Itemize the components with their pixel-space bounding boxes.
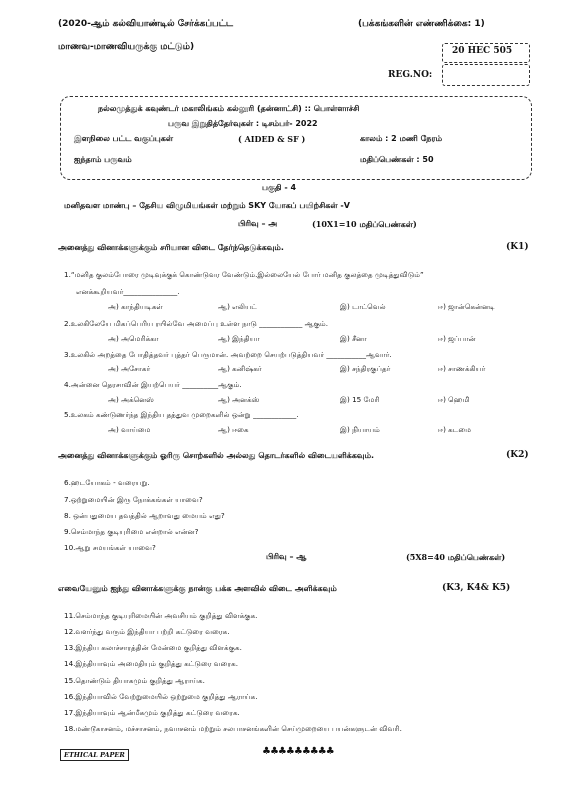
q4-option-b: ஆ) அனக்ஸ்: [218, 395, 260, 404]
k3-k5-label: (K3, K4& K5): [442, 583, 511, 593]
course-code: 20 HEC 505: [452, 46, 513, 56]
question-11: 11.செம்மாந்த குடியுரிமையின் அவசியம் குறித்து விளக்குக.: [64, 611, 258, 620]
question-8: 8. ஒன்பதுமைய தவத்தில் ஆறாவது மையம் எது?: [64, 511, 225, 520]
section-a-instruction-2: அனைத்து வினாக்களுக்கும் ஓரிரு சொற்களில் அல்லது தொடர்களில் விடையளிக்கவும்.: [58, 451, 375, 460]
q4-option-c: இ) 15 மேரி: [340, 395, 380, 404]
question-18: 18.மண்டூகாசனம், மச்சாசனம், நவாசனம் மற்றும் சலபாசனங்களின் செய்முறையை பயன்களுடன் விவரி.: [64, 724, 402, 733]
header-note-line2: மாணவ-மாணவியருக்கு மட்டும்): [58, 42, 195, 52]
subject-title: மனிதவள மாண்பு – தேசிய விழுமியங்கள் மற்றும் SKY யோகப் பயிற்சிகள் -V: [64, 201, 350, 210]
aided-sf: ( AIDED & SF ): [238, 134, 306, 144]
q2-option-d: ஈ) ஜப்பான்: [438, 334, 476, 343]
q5-option-c: இ) நியாயம்: [340, 425, 380, 434]
q2-option-c: இ) சீனா: [340, 334, 367, 343]
k2-label: (K2): [506, 450, 529, 460]
course-label: இளநிலை பட்ட வகுப்புகள்: [74, 134, 174, 143]
q4-option-d: ஈ) ஹெமி: [438, 395, 470, 404]
exam-title: பருவ இறுதித்தேர்வுகள் : டிசம்பர்- 2022: [168, 119, 318, 128]
header-note-line1: (2020-ஆம் கல்வியாண்டில் சேர்க்கப்பட்ட: [58, 19, 234, 29]
section-b-instruction: எவையேனும் ஐந்து வினாக்களுக்கு நான்கு பக்க அளவில் விடை அளிக்கவும்: [58, 584, 337, 593]
page-count: (பக்கங்களின் எண்ணிக்கை: 1): [358, 19, 485, 29]
part-heading: பகுதி - 4: [262, 183, 297, 192]
ethical-paper-label: ETHICAL PAPER: [60, 749, 129, 761]
question-16: 16.இந்தியாவில் வேற்றுமையில் ஒற்றுமை குறித்து ஆராய்க.: [64, 692, 258, 701]
q4-option-a: அ) அக்னெஸ்: [108, 395, 154, 404]
q5-option-a: அ) வாய்மை: [108, 425, 151, 434]
section-b-marks: (5X8=40 மதிப்பெண்கள்): [406, 552, 506, 562]
q3-option-a: அ) அசோகர்: [108, 364, 151, 373]
q3-option-c: இ) சந்திரகுப்தர்: [340, 364, 391, 373]
question-12: 12.வளர்ந்து வரும் இந்தியா பற்றி கட்டுரை வரைக.: [64, 627, 230, 636]
q1-option-c: இ) டாட்வெல்: [340, 302, 386, 311]
question-3: 3.உலகில் அறத்தை போதித்தவர் புத்தர் பெருமான். அவற்றை செயற்படுத்தியவர் ___________ஆவார்.: [64, 350, 392, 359]
q5-option-d: ஈ) கடமை: [438, 425, 472, 434]
q2-option-a: அ) அமெரிக்கா: [108, 334, 159, 343]
k1-label: (K1): [506, 242, 529, 252]
question-2: 2.உலகிலேயே மிகப்பெரிய ரயில்வே அமைப்பு உள்ள நாடு ____________ ஆகும்.: [64, 319, 329, 328]
question-5: 5.உலகம் கண்டுணர்ந்த இந்திய தத்துவ முறைகளில் ஒன்று ____________.: [64, 410, 299, 419]
max-marks: மதிப்பெண்கள் : 50: [360, 155, 434, 164]
q1-option-a: அ) காந்தியடிகள்: [108, 302, 163, 311]
q1-option-b: ஆ) எலியட்: [218, 302, 257, 311]
semester: ஐந்தாம் பருவம்: [74, 155, 132, 164]
section-a-marks: (10X1=10 மதிப்பெண்கள்): [312, 219, 417, 229]
question-1-cont: எனக்கூறியவர்_______________.: [76, 287, 180, 296]
question-6: 6.ஹடயோகம் - வரையறு.: [64, 478, 150, 487]
question-15: 15.தொண்டும் தியாகமும் குறித்து ஆராய்க.: [64, 676, 205, 685]
q2-option-b: ஆ) இந்தியா: [218, 334, 260, 343]
question-9: 9.செம்மாந்த குடியுரிமை என்றால் என்ன?: [64, 527, 199, 536]
question-14: 14.இந்தியாவும் அமைதியும் குறித்து கட்டுரை வரைக.: [64, 659, 239, 668]
q1-option-d: ஈ) ஜான்கென்னடி: [438, 302, 495, 311]
section-a-instruction-1: அனைத்து வினாக்களுக்கும் சரியான விடை தேர்ந்தெடுக்கவும்.: [58, 243, 284, 252]
question-4: 4.அன்னை தெரசாவின் இயற்பெயர் __________ஆகும்.: [64, 380, 242, 389]
section-a-title: பிரிவு – அ: [238, 219, 278, 228]
q5-option-b: ஆ) ஈகை: [218, 425, 249, 434]
question-1: 1.“மனித குலம்போரை முடிவுக்குக் கொண்டுவர வேண்டும்.இல்லையேல் போர் மனித குலத்தை முடித்துவிடும்”: [64, 270, 424, 279]
q3-option-d: ஈ) சாணக்கியர்: [438, 364, 486, 373]
section-b-title: பிரிவு – ஆ: [266, 552, 307, 561]
question-7: 7.ஒற்றுமையின் இரு நோக்கங்கள் யாவை?: [64, 495, 203, 504]
college-name: நல்லமுத்துக் கவுண்டர் மகாலிங்கம் கல்லூரி (தன்னாட்சி) :: பொள்ளாச்சி: [98, 104, 360, 113]
question-10: 10.ஆறு சமயங்கள் யாவை?: [64, 543, 156, 552]
reg-no-field[interactable]: [442, 64, 530, 86]
reg-no-label: REG.NO:: [388, 70, 433, 80]
q3-option-b: ஆ) கனிஷ்கர்: [218, 364, 262, 373]
question-13: 13.இந்திய கலாச்சாரத்தின் மேன்மை குறித்து விளக்குக.: [64, 643, 242, 652]
exam-duration: காலம் : 2 மணி நேரம்: [360, 134, 442, 143]
footer-ornament: ♣♣♣♣♣♣♣♣♣: [262, 746, 334, 757]
question-17: 17.இந்தியாவும் ஆன்மீகமும் குறித்து கட்டுரை வரைக.: [64, 708, 240, 717]
